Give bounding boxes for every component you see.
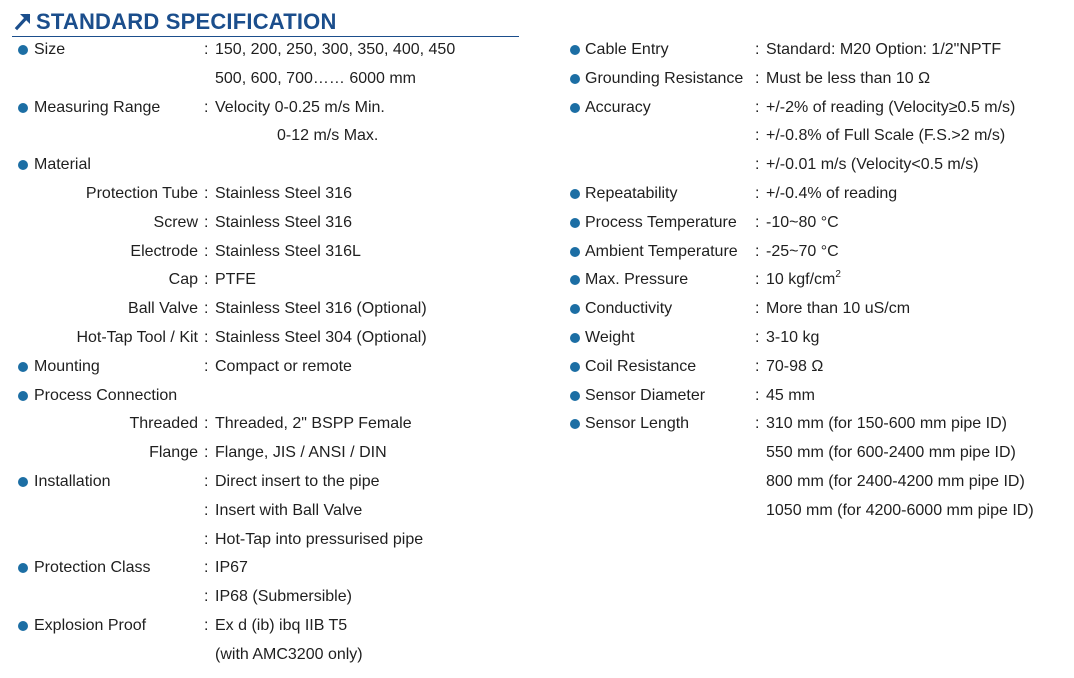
separator-colon: : — [204, 444, 209, 462]
separator-colon: : — [755, 98, 760, 116]
spec-value-accuracy: +/-0.01 m/s (Velocity<0.5 m/s) — [766, 156, 979, 174]
spec-value-accuracy: +/-2% of reading (Velocity≥0.5 m/s) — [766, 98, 1016, 116]
spec-row — [0, 298, 1074, 320]
separator-colon: : — [204, 473, 209, 490]
spec-value-sensor-length: 310 mm (for 150-600 mm pipe ID) — [766, 415, 1007, 433]
bullet-dot-icon — [570, 362, 580, 372]
spec-label-max-pressure: Max. Pressure — [585, 271, 689, 289]
spec-row — [0, 154, 1074, 176]
spec-value-threaded: Threaded, 2" BSPP Female — [215, 415, 412, 433]
spec-row — [0, 327, 1074, 349]
bullet-dot-icon — [570, 333, 580, 343]
separator-colon: : — [755, 386, 760, 404]
separator-colon: : — [755, 156, 760, 174]
spec-value-measuring-range: Velocity 0-0.25 m/s Min. — [215, 98, 385, 116]
separator-colon: : — [755, 41, 760, 58]
superscript: 2 — [835, 269, 841, 281]
spec-value-grounding-resistance: Must be less than 10 Ω — [766, 69, 931, 87]
spec-label-ambient-temperature: Ambient Temperature — [585, 242, 738, 260]
separator-colon: : — [755, 242, 760, 260]
spec-value-measuring-range: 0-12 m/s Max. — [277, 127, 379, 145]
bullet-dot-icon — [570, 189, 580, 199]
spec-label-grounding-resistance: Grounding Resistance — [585, 69, 744, 87]
bullet-dot-icon — [18, 563, 28, 573]
spec-row — [0, 385, 1074, 407]
separator-colon: : — [755, 357, 760, 375]
spec-value-explosion-proof: (with AMC3200 only) — [215, 645, 363, 663]
spec-row — [0, 615, 520, 637]
spec-value-size: 500, 600, 700…… 6000 mm — [215, 69, 417, 87]
separator-colon: : — [204, 98, 209, 116]
separator-colon: : — [204, 242, 209, 260]
bullet-dot-icon — [570, 275, 580, 285]
spec-row — [0, 586, 520, 608]
spec-value-process-temperature: -10~80 °C — [766, 213, 839, 231]
separator-colon: : — [755, 213, 760, 231]
spec-row — [0, 500, 1074, 522]
spec-value-sensor-diameter: 45 mm — [766, 386, 815, 404]
spec-row — [0, 269, 1074, 291]
spec-value-accuracy: +/-0.8% of Full Scale (F.S.>2 m/s) — [766, 127, 1006, 145]
spec-sublabel-screw: Screw — [153, 213, 198, 231]
separator-colon: : — [755, 300, 760, 318]
spec-sublabel-electrode: Electrode — [130, 242, 198, 260]
spec-row — [0, 471, 1074, 493]
spec-value-electrode: Stainless Steel 316L — [215, 242, 361, 260]
spec-value-explosion-proof: Ex d (ib) ibq IIB T5 — [215, 617, 348, 634]
spec-label-sensor-length: Sensor Length — [585, 415, 690, 433]
spec-value-conductivity: More than 10 uS/cm — [766, 300, 911, 318]
spec-row — [0, 413, 1074, 435]
separator-colon: : — [204, 300, 209, 318]
spec-value-max-pressure: 10 kgf/$cm^2$ — [766, 269, 841, 289]
separator-colon: : — [755, 271, 760, 289]
spec-value-mounting: Compact or remote — [215, 357, 352, 375]
spec-row — [0, 529, 520, 551]
bullet-dot-icon — [570, 218, 580, 228]
separator-colon: : — [204, 329, 209, 346]
spec-label-conductivity: Conductivity — [585, 300, 673, 318]
spec-label-coil-resistance: Coil Resistance — [585, 357, 697, 375]
separator-colon: : — [204, 559, 209, 577]
separator-colon: : — [204, 617, 209, 634]
spec-value-sensor-length: 550 mm (for 600-2400 mm pipe ID) — [766, 444, 1016, 462]
spec-label-weight: Weight — [585, 329, 635, 346]
spec-value-protection-tube: Stainless Steel 316 — [215, 185, 352, 202]
spec-value-size: 150, 200, 250, 300, 350, 400, 450 — [215, 41, 456, 58]
spec-value-repeatability: +/-0.4% of reading — [766, 185, 898, 202]
separator-colon: : — [755, 127, 760, 145]
spec-value-flange: Flange, JIS / ANSI / DIN — [215, 444, 387, 462]
separator-colon: : — [755, 329, 760, 346]
spec-row — [0, 442, 1074, 464]
spec-row — [0, 97, 1074, 119]
separator-colon: : — [204, 501, 209, 519]
spec-sublabel-ball-valve: Ball Valve — [128, 300, 198, 318]
spec-label-cable-entry: Cable Entry — [585, 41, 669, 58]
spec-sublabel-threaded: Threaded — [129, 415, 198, 433]
bullet-dot-icon — [570, 74, 580, 84]
arrow-up-right-icon — [14, 11, 32, 31]
spec-value-sensor-length: 1050 mm (for 4200-6000 mm pipe ID) — [766, 501, 1034, 519]
spec-label-material: Material — [34, 156, 91, 174]
bullet-dot-icon — [18, 621, 28, 631]
spec-value-weight: 3-10 kg — [766, 329, 820, 346]
bullet-dot-icon — [570, 304, 580, 314]
spec-value-screw: Stainless Steel 316 — [215, 213, 352, 231]
spec-row — [0, 241, 1074, 263]
spec-row — [0, 39, 1074, 61]
bullet-dot-icon — [570, 45, 580, 55]
separator-colon: : — [204, 271, 209, 289]
spec-label-repeatability: Repeatability — [585, 185, 678, 202]
separator-colon: : — [204, 588, 209, 606]
spec-value-installation: Hot-Tap into pressurised pipe — [215, 530, 424, 548]
spec-label-accuracy: Accuracy — [585, 98, 651, 116]
spec-value-coil-resistance: 70-98 Ω — [766, 357, 824, 375]
spec-row — [0, 125, 1074, 147]
spec-value-sensor-length: 800 mm (for 2400-4200 mm pipe ID) — [766, 473, 1025, 490]
spec-value-ambient-temperature: -25~70 °C — [766, 242, 839, 260]
spec-value-installation: Direct insert to the pipe — [215, 473, 380, 490]
spec-label-measuring-range: Measuring Range — [34, 98, 161, 116]
spec-value-ball-valve: Stainless Steel 316 (Optional) — [215, 300, 427, 318]
spec-value-protection-class: IP67 — [215, 559, 248, 577]
spec-row — [0, 183, 1074, 205]
separator-colon: : — [204, 41, 209, 58]
spec-label-explosion-proof: Explosion Proof — [34, 617, 147, 634]
bullet-dot-icon — [570, 419, 580, 429]
spec-sublabel-protection-tube: Protection Tube — [85, 185, 198, 202]
spec-label-process-connection: Process Connection — [34, 386, 178, 404]
separator-colon: : — [204, 213, 209, 231]
spec-row — [0, 644, 520, 666]
spec-label-sensor-diameter: Sensor Diameter — [585, 386, 706, 404]
spec-value-hot-tap-tool-kit: Stainless Steel 304 (Optional) — [215, 329, 427, 346]
separator-colon: : — [755, 415, 760, 433]
spec-label-size: Size — [34, 41, 66, 58]
section-header — [12, 8, 519, 37]
separator-colon: : — [755, 69, 760, 87]
spec-row — [0, 212, 1074, 234]
page-title: STANDARD SPECIFICATION — [36, 9, 337, 34]
spec-label-process-temperature: Process Temperature — [585, 213, 737, 231]
spec-label-protection-class: Protection Class — [34, 559, 151, 577]
separator-colon: : — [204, 530, 209, 548]
bullet-dot-icon — [570, 391, 580, 401]
spec-row — [0, 557, 520, 579]
separator-colon: : — [204, 357, 209, 375]
spec-value-protection-class: IP68 (Submersible) — [215, 588, 352, 606]
separator-colon: : — [755, 185, 760, 202]
bullet-dot-icon — [570, 247, 580, 257]
spec-row — [0, 68, 1074, 90]
spec-label-mounting: Mounting — [34, 357, 100, 375]
bullet-dot-icon — [570, 103, 580, 113]
separator-colon: : — [204, 185, 209, 202]
spec-sublabel-cap: Cap — [168, 271, 198, 289]
spec-value-installation: Insert with Ball Valve — [215, 501, 363, 519]
spec-value-cable-entry: Standard: M20 Option: 1/2"NPTF — [766, 41, 1002, 58]
spec-sublabel-flange: Flange — [149, 444, 198, 462]
separator-colon: : — [204, 415, 209, 433]
spec-sublabel-hot-tap-tool-kit: Hot-Tap Tool / Kit — [76, 329, 198, 346]
spec-label-installation: Installation — [34, 473, 111, 490]
spec-row — [0, 356, 1074, 378]
spec-value-cap: PTFE — [215, 271, 256, 289]
